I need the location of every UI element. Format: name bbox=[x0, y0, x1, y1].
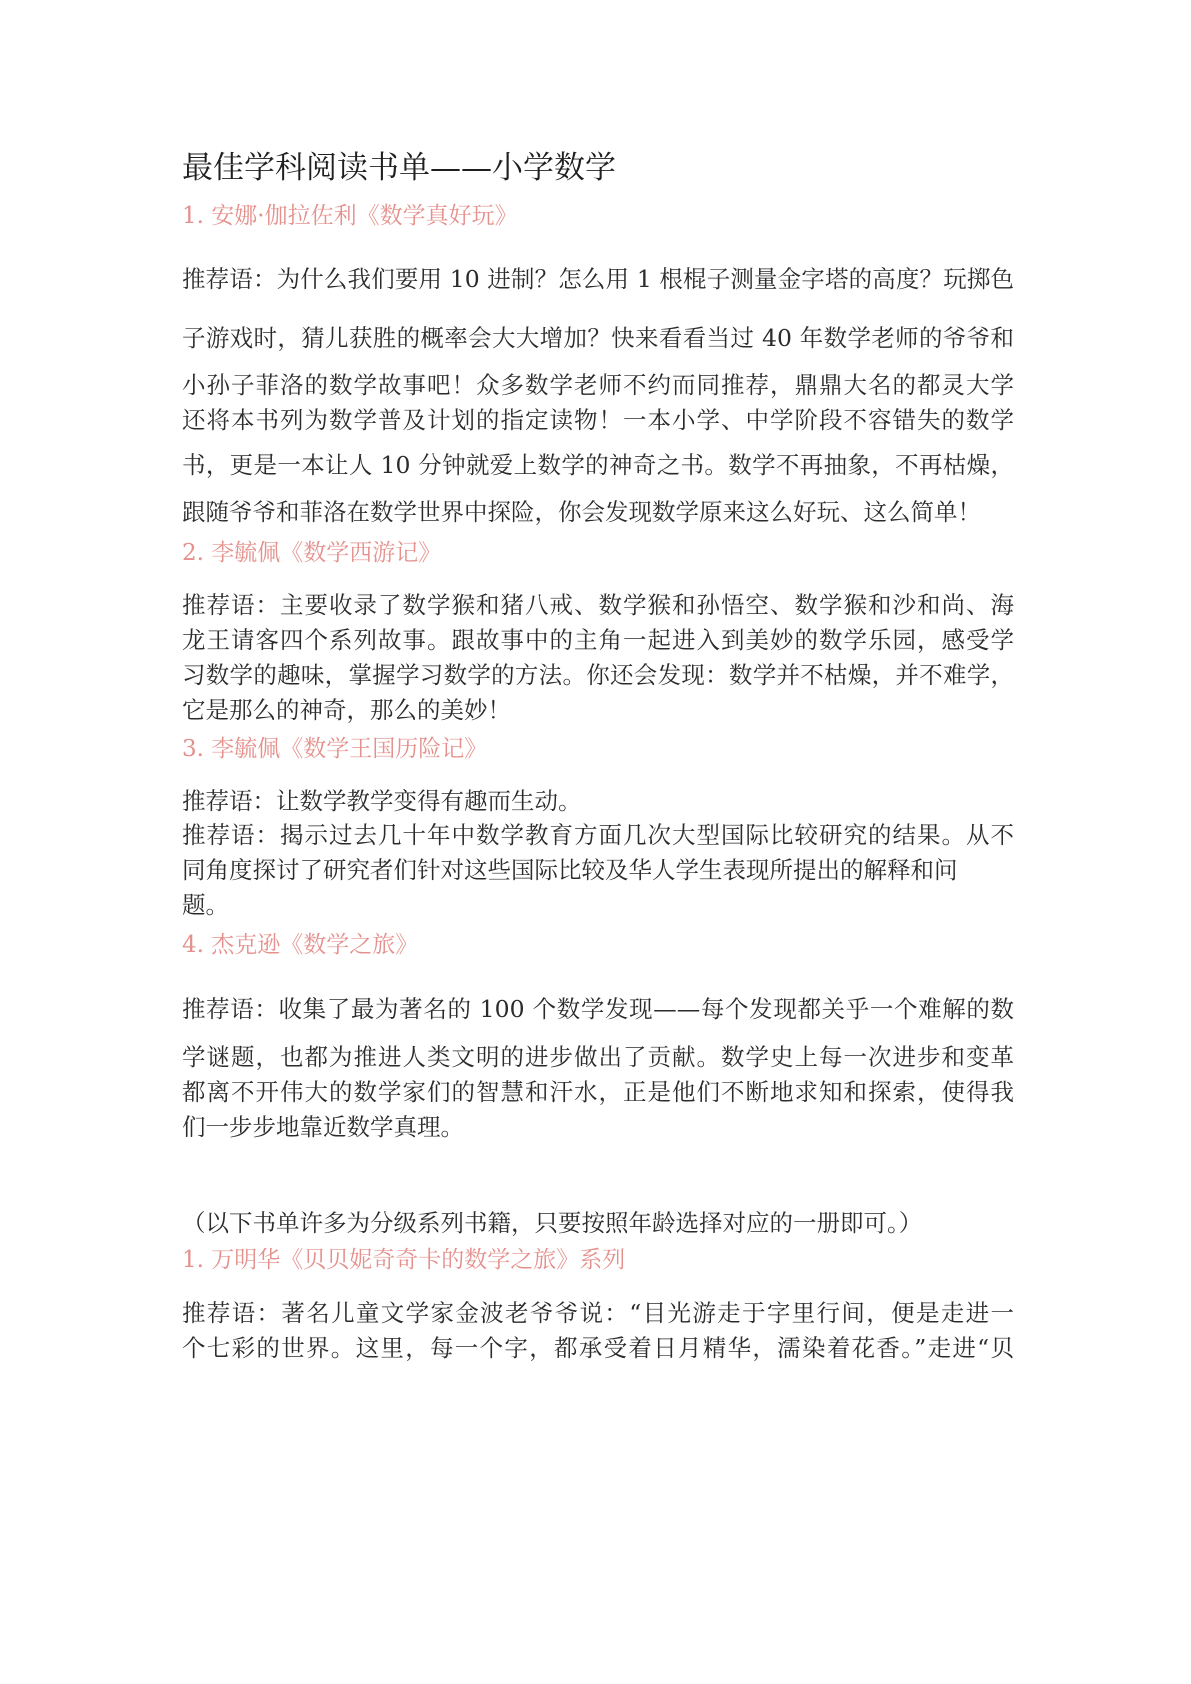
recommendation-line: 跟随爷爷和菲洛在数学世界中探险，你会发现数学原来这么好玩、这么简单！ bbox=[182, 498, 981, 526]
book-heading-3: 3. 李毓佩《数学王国历险记》 bbox=[182, 736, 488, 762]
series-heading-1: 1. 万明华《贝贝妮奇奇卡的数学之旅》系列 bbox=[182, 1247, 626, 1273]
recommendation-line: 推荐语：收集了最为著名的 100 个数学发现——每个发现都关乎一个难解的数 bbox=[182, 995, 1014, 1023]
recommendation-line: 习数学的趣味，掌握学习数学的方法。你还会发现：数学并不枯燥，并不难学， bbox=[182, 661, 1014, 689]
recommendation-line: 题。 bbox=[182, 891, 229, 919]
recommendation-line: 推荐语：揭示过去几十年中数学教育方面几次大型国际比较研究的结果。从不 bbox=[182, 821, 1014, 849]
recommendation-line: 学谜题，也都为推进人类文明的进步做出了贡献。数学史上每一次进步和变革 bbox=[182, 1043, 1014, 1071]
recommendation-line: 推荐语：主要收录了数学猴和猪八戒、数学猴和孙悟空、数学猴和沙和尚、海 bbox=[182, 591, 1014, 619]
recommendation-line: 还将本书列为数学普及计划的指定读物！一本小学、中学阶段不容错失的数学 bbox=[182, 406, 1014, 434]
recommendation-line: 个七彩的世界。这里，每一个字，都承受着日月精华，濡染着花香。”走进“贝 bbox=[182, 1334, 1014, 1362]
recommendation-line: 都离不开伟大的数学家们的智慧和汗水，正是他们不断地求知和探索，使得我 bbox=[182, 1078, 1014, 1106]
recommendation-line: 龙王请客四个系列故事。跟故事中的主角一起进入到美妙的数学乐园，感受学 bbox=[182, 626, 1014, 654]
recommendation-line: 同角度探讨了研究者们针对这些国际比较及华人学生表现所提出的解释和问 bbox=[182, 856, 958, 884]
recommendation-line: 推荐语：让数学教学变得有趣而生动。 bbox=[182, 787, 582, 815]
recommendation-line: 推荐语：著名儿童文学家金波老爷爷说：“目光游走于字里行间，便是走进一 bbox=[182, 1299, 1014, 1327]
recommendation-line: 子游戏时，猜儿获胜的概率会大大增加？快来看看当过 40 年数学老师的爷爷和 bbox=[182, 324, 1014, 352]
book-heading-1: 1. 安娜·伽拉佐利《数学真好玩》 bbox=[182, 203, 518, 229]
book-heading-2: 2. 李毓佩《数学西游记》 bbox=[182, 540, 442, 566]
recommendation-line: 书，更是一本让人 10 分钟就爱上数学的神奇之书。数学不再抽象，不再枯燥， bbox=[182, 451, 1014, 479]
document-title: 最佳学科阅读书单——小学数学 bbox=[182, 150, 616, 186]
recommendation-line: 推荐语：为什么我们要用 10 进制？怎么用 1 根棍子测量金字塔的高度？玩掷色 bbox=[182, 265, 1014, 293]
book-heading-4: 4. 杰克逊《数学之旅》 bbox=[182, 932, 419, 958]
series-note: （以下书单许多为分级系列书籍，只要按照年龄选择对应的一册即可。） bbox=[182, 1209, 923, 1237]
recommendation-line: 小孙子菲洛的数学故事吧！众多数学老师不约而同推荐，鼎鼎大名的都灵大学 bbox=[182, 371, 1014, 399]
recommendation-line: 它是那么的神奇，那么的美妙！ bbox=[182, 696, 511, 724]
recommendation-line: 们一步步地靠近数学真理。 bbox=[182, 1113, 464, 1141]
